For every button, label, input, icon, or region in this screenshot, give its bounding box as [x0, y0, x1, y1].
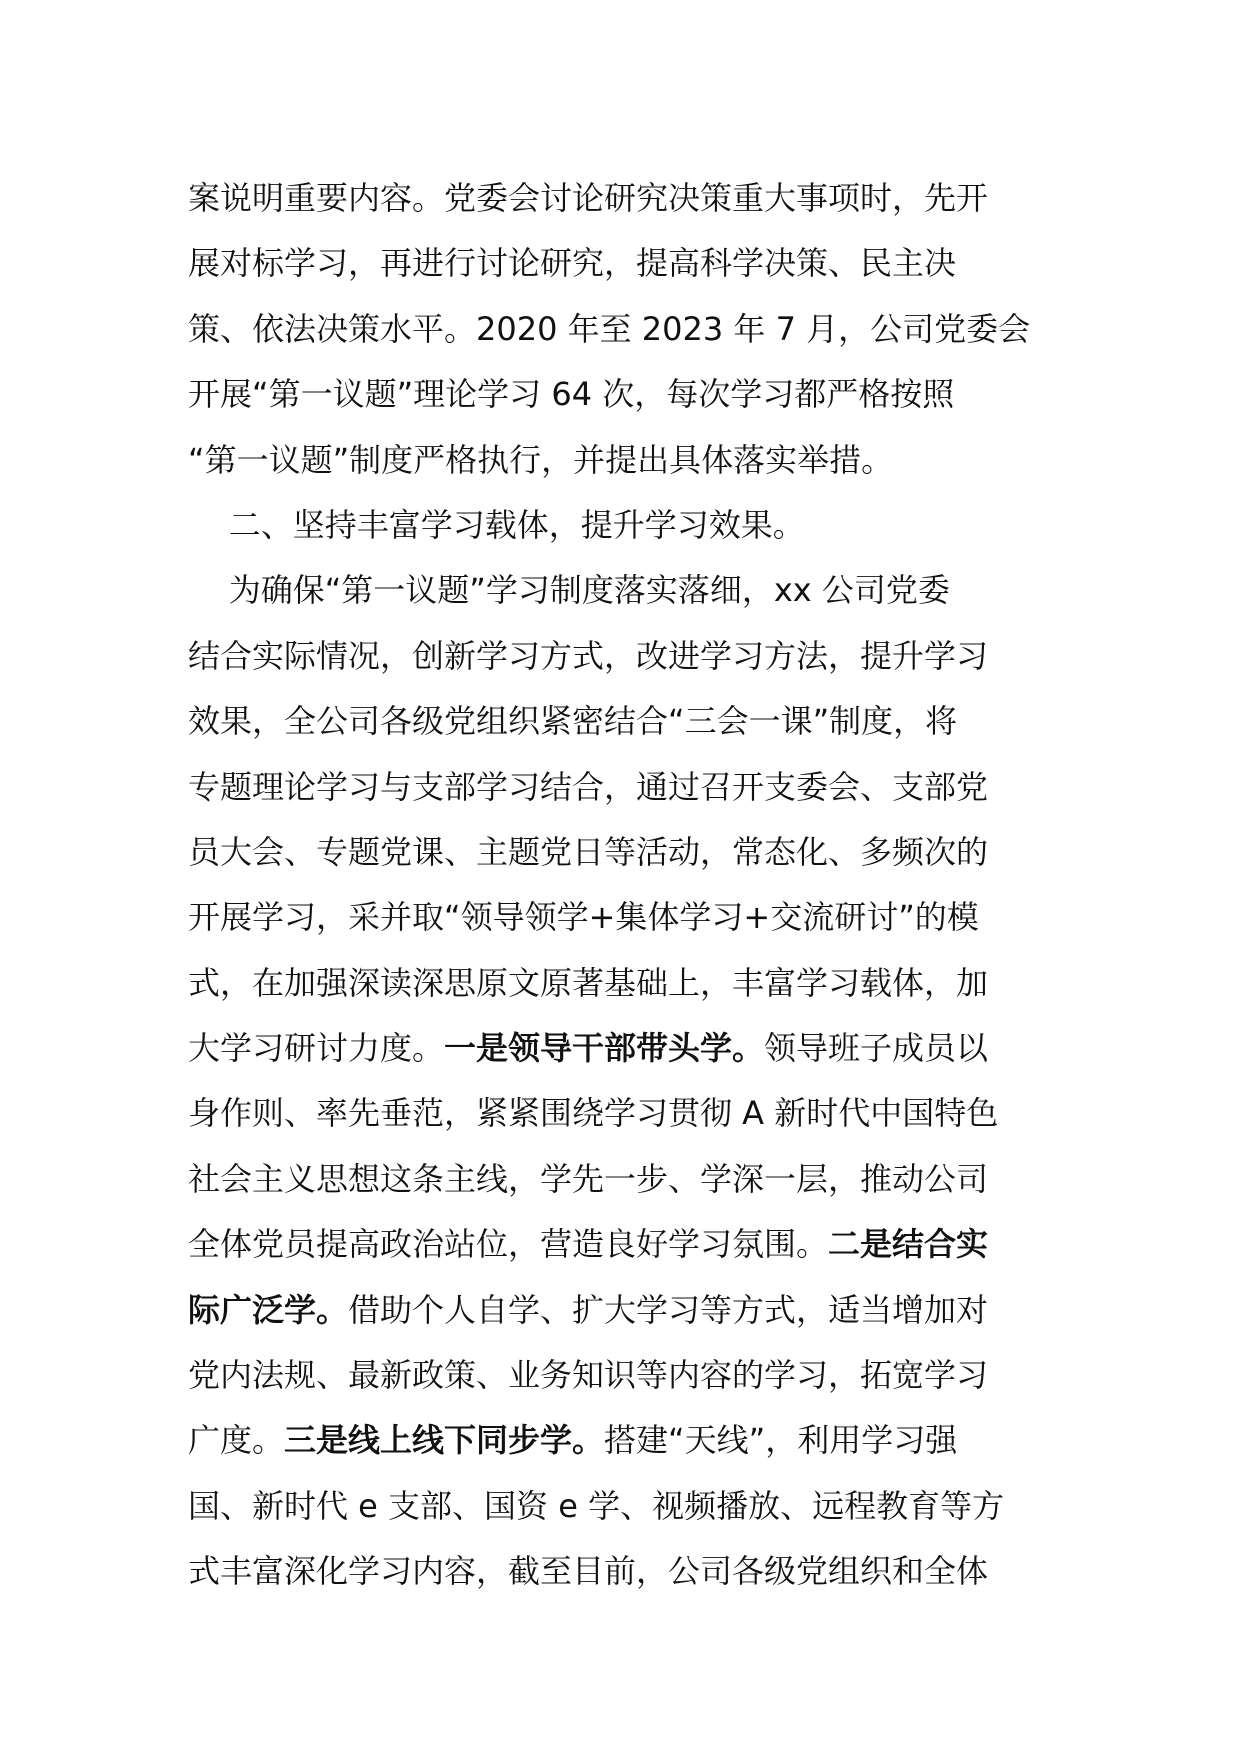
- text-segment: 开展“第一议题”理论学习 64 次，每次学习都严格按照: [188, 375, 955, 414]
- text-segment: 专题理论学习与支部学习结合，通过召开支委会、支部党: [188, 767, 989, 806]
- text-line: [188, 885, 1060, 950]
- text-segment: 全体党员提高政治站位，营造良好学习氛围。: [188, 1225, 829, 1264]
- text-segment: 广度。: [188, 1421, 285, 1460]
- text-segment: 党内法规、最新政策、业务知识等内容的学习，拓宽学习: [188, 1356, 989, 1395]
- text-segment: 大学习研讨力度。: [188, 1029, 445, 1068]
- text-line: [188, 297, 1060, 362]
- bold-text-segment: 三是线上线下同步学。: [284, 1421, 605, 1460]
- text-line: [188, 1408, 1060, 1473]
- text-line: [188, 493, 1060, 558]
- text-line: [188, 820, 1060, 885]
- text-segment: “第一议题”制度严格执行，并提出具体落实举措。: [188, 440, 894, 479]
- text-segment: 结合实际情况，创新学习方式，改进学习方法，提升学习: [188, 636, 989, 675]
- text-segment: 身作则、率先垂范，紧紧围绕学习贯彻 A 新时代中国特色: [188, 1094, 999, 1133]
- text-segment: 领导班子成员以: [764, 1029, 989, 1068]
- text-line: [188, 428, 1060, 493]
- text-line: [188, 166, 1060, 231]
- text-segment: 案说明重要内容。党委会讨论研究决策重大事项时，先开: [188, 179, 989, 217]
- text-line: [188, 1343, 1060, 1408]
- text-segment: 社会主义思想这条主线，学先一步、学深一层，推动公司: [188, 1159, 989, 1198]
- text-line: [188, 231, 1060, 296]
- text-line: [188, 1278, 1060, 1343]
- text-line: [188, 1539, 1060, 1604]
- text-segment: 式，在加强深读深思原文原著基础上，丰富学习载体，加: [188, 963, 989, 1002]
- bold-text-segment: 二是结合实: [828, 1225, 989, 1264]
- text-line: [188, 1474, 1060, 1539]
- text-segment: 为确保“第一议题”学习制度落实落细，xx 公司党委: [188, 571, 950, 610]
- text-line: [188, 689, 1060, 754]
- text-segment: 员大会、专题党课、主题党日等活动，常态化、多频次的: [188, 832, 989, 871]
- text-segment: 二、坚持丰富学习载体，提升学习效果。: [188, 505, 805, 544]
- text-line: [188, 1016, 1060, 1081]
- bold-text-segment: 际广泛学。: [188, 1290, 349, 1329]
- text-segment: 开展学习，采并取“领导领学+集体学习+交流研讨”的模: [188, 898, 979, 937]
- text-segment: 效果，全公司各级党组织紧密结合“三会一课”制度，将: [188, 702, 958, 741]
- text-segment: 国、新时代 e 支部、国资 e 学、视频播放、远程教育等方: [188, 1486, 1005, 1525]
- text-line: [188, 1212, 1060, 1277]
- text-line: [188, 1147, 1060, 1212]
- text-segment: 借助个人自学、扩大学习等方式，适当增加对: [348, 1290, 989, 1329]
- text-line: [188, 624, 1060, 689]
- document-body: [188, 166, 1060, 1605]
- text-line: [188, 558, 1060, 623]
- text-segment: 式丰富深化学习内容，截至目前，公司各级党组织和全体: [188, 1552, 989, 1591]
- text-line: [188, 1081, 1060, 1146]
- text-line: [188, 951, 1060, 1016]
- text-segment: 搭建“天线”，利用学习强: [604, 1421, 958, 1460]
- text-line: [188, 755, 1060, 820]
- text-segment: 展对标学习，再进行讨论研究，提高科学决策、民主决: [188, 244, 957, 283]
- bold-text-segment: 一是领导干部带头学。: [444, 1029, 765, 1068]
- text-line: [188, 362, 1060, 427]
- text-segment: 策、依法决策水平。2020 年至 2023 年 7 月，公司党委会: [188, 309, 1031, 348]
